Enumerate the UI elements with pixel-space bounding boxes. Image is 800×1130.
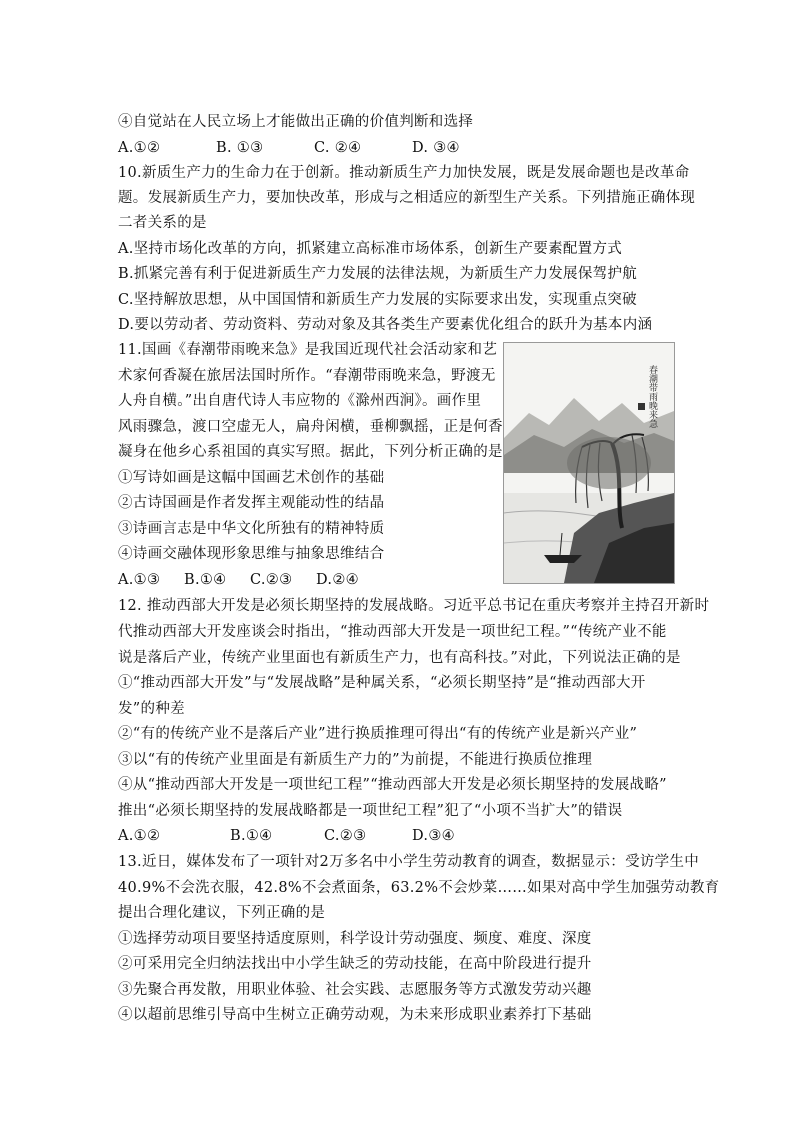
- q9-options: [118, 138, 460, 158]
- q12-options: [118, 826, 455, 846]
- q11-option-b[interactable]: B.①④: [184, 572, 227, 588]
- q10-stem-line-3: 二者关系的是: [118, 215, 207, 231]
- q12-stem-line-3: 说是落后产业，传统产业里面也有新质生产力，也有高科技。”对此，下列说法正确的是: [118, 650, 681, 666]
- q10-stem-line-2: 题。发展新质生产力，要加快改革，形成与之相适应的新型生产关系。下列措施正确体现: [118, 190, 696, 206]
- q11-option-d[interactable]: D.②④: [316, 572, 359, 588]
- q12-stem-line-2: 代推动西部大开发座谈会时指出，“推动西部大开发是一项世纪工程。”“传统产业不能: [118, 624, 667, 640]
- q13-item-4: ④以超前思维引导高中生树立正确劳动观，为未来形成职业素养打下基础: [118, 1007, 592, 1023]
- q12-stem-line-1: 12. 推动西部大开发是必须长期坚持的发展战略。习近平总书记在重庆考察并主持召开新时: [118, 598, 710, 614]
- q12-option-c[interactable]: C.②③: [324, 828, 367, 844]
- q11-options: [118, 570, 359, 590]
- q9-option-a[interactable]: A.①②: [118, 140, 161, 156]
- q11-item-1: ①写诗如画是这幅中国画艺术创作的基础: [118, 470, 385, 486]
- q12-option-a[interactable]: A.①②: [118, 828, 161, 844]
- q11-stem-line-2: 术家何香凝在旅居法国时所作。“春潮带雨晚来急，野渡无: [118, 368, 496, 384]
- painting-inscription: 春潮带雨晚来急: [647, 365, 657, 428]
- q12-item-1-cont: 发”的种差: [118, 701, 185, 717]
- q11-option-c[interactable]: C.②③: [250, 572, 293, 588]
- q10-stem-line-1: 10.新质生产力的生命力在于创新。推动新质生产力加快发展，既是发展命题也是改革命: [118, 165, 690, 181]
- q10-option-a[interactable]: A.坚持市场化改革的方向，抓紧建立高标准市场体系，创新生产要素配置方式: [118, 241, 623, 257]
- q12-option-b[interactable]: B.①④: [230, 828, 273, 844]
- q13-stem-line-2: 40.9%不会洗衣服，42.8%不会煮面条，63.2%不会炒菜……如果对高中学生加强劳动教育: [118, 880, 720, 896]
- q11-option-a[interactable]: A.①③: [118, 572, 161, 588]
- q12-item-1: ①“推动西部大开发”与“发展战略”是种属关系，“必须长期坚持”是“推动西部大开: [118, 675, 646, 691]
- q11-stem-line-3: 人舟自横。”出自唐代诗人韦应物的《滁州西涧》。画作里: [118, 393, 482, 409]
- q11-stem-line-4: 风雨骤急，渡口空虚无人，扁舟闲横，垂柳飘摇，正是何香: [118, 419, 503, 435]
- q13-item-1: ①选择劳动项目要坚持适度原则，科学设计劳动强度、频度、难度、深度: [118, 931, 592, 947]
- q12-item-3: ③以“有的传统产业里面是有新质生产力的”为前提，不能进行换质位推理: [118, 752, 593, 768]
- q11-item-4: ④诗画交融体现形象思维与抽象思维结合: [118, 546, 385, 562]
- q13-stem-line-1: 13.近日，媒体发布了一项针对2万多名中小学生劳动教育的调查，数据显示：受访学生中: [118, 854, 700, 870]
- q12-item-4: ④从“推动西部大开发是一项世纪工程”“推动西部大开发是必须长期坚持的发展战略”: [118, 777, 667, 793]
- q13-stem-line-3: 提出合理化建议，下列正确的是: [118, 905, 326, 921]
- q11-stem-line-5: 凝身在他乡心系祖国的真实写照。据此，下列分析正确的是: [118, 444, 503, 460]
- q11-stem-line-1: 11.国画《春潮带雨晚来急》是我国近现代社会活动家和艺: [118, 342, 498, 358]
- q9-option-d[interactable]: D. ③④: [412, 140, 460, 156]
- q13-item-3: ③先聚合再发散，用职业体验、社会实践、志愿服务等方式激发劳动兴趣: [118, 982, 592, 998]
- q11-item-3: ③诗画言志是中华文化所独有的精神特质: [118, 521, 385, 537]
- q10-option-d[interactable]: D.要以劳动者、劳动资料、劳动对象及其各类生产要素优化组合的跃升为基本内涵: [118, 317, 653, 333]
- q12-item-4-cont: 推出“必须长期坚持的发展战略都是一项世纪工程”犯了“小项不当扩大”的错误: [118, 803, 623, 819]
- q10-option-b[interactable]: B.抓紧完善有利于促进新质生产力发展的法律法规，为新质生产力发展保驾护航: [118, 266, 638, 282]
- q12-item-2: ②“有的传统产业不是落后产业”进行换质推理可得出“有的传统产业是新兴产业”: [118, 726, 638, 742]
- landscape-painting: [503, 342, 675, 584]
- q13-item-2: ②可采用完全归纳法找出中小学生缺乏的劳动技能，在高中阶段进行提升: [118, 956, 592, 972]
- q12-option-d[interactable]: D.③④: [412, 828, 455, 844]
- q11-item-2: ②古诗国画是作者发挥主观能动性的结晶: [118, 495, 385, 511]
- q9-option-c[interactable]: C. ②④: [314, 140, 362, 156]
- landscape-painting-drawing: [504, 343, 674, 583]
- q9-item-4: ④自觉站在人民立场上才能做出正确的价值判断和选择: [118, 114, 474, 130]
- q9-option-b[interactable]: B. ①③: [216, 140, 264, 156]
- q10-option-c[interactable]: C.坚持解放思想，从中国国情和新质生产力发展的实际要求出发，实现重点突破: [118, 292, 637, 308]
